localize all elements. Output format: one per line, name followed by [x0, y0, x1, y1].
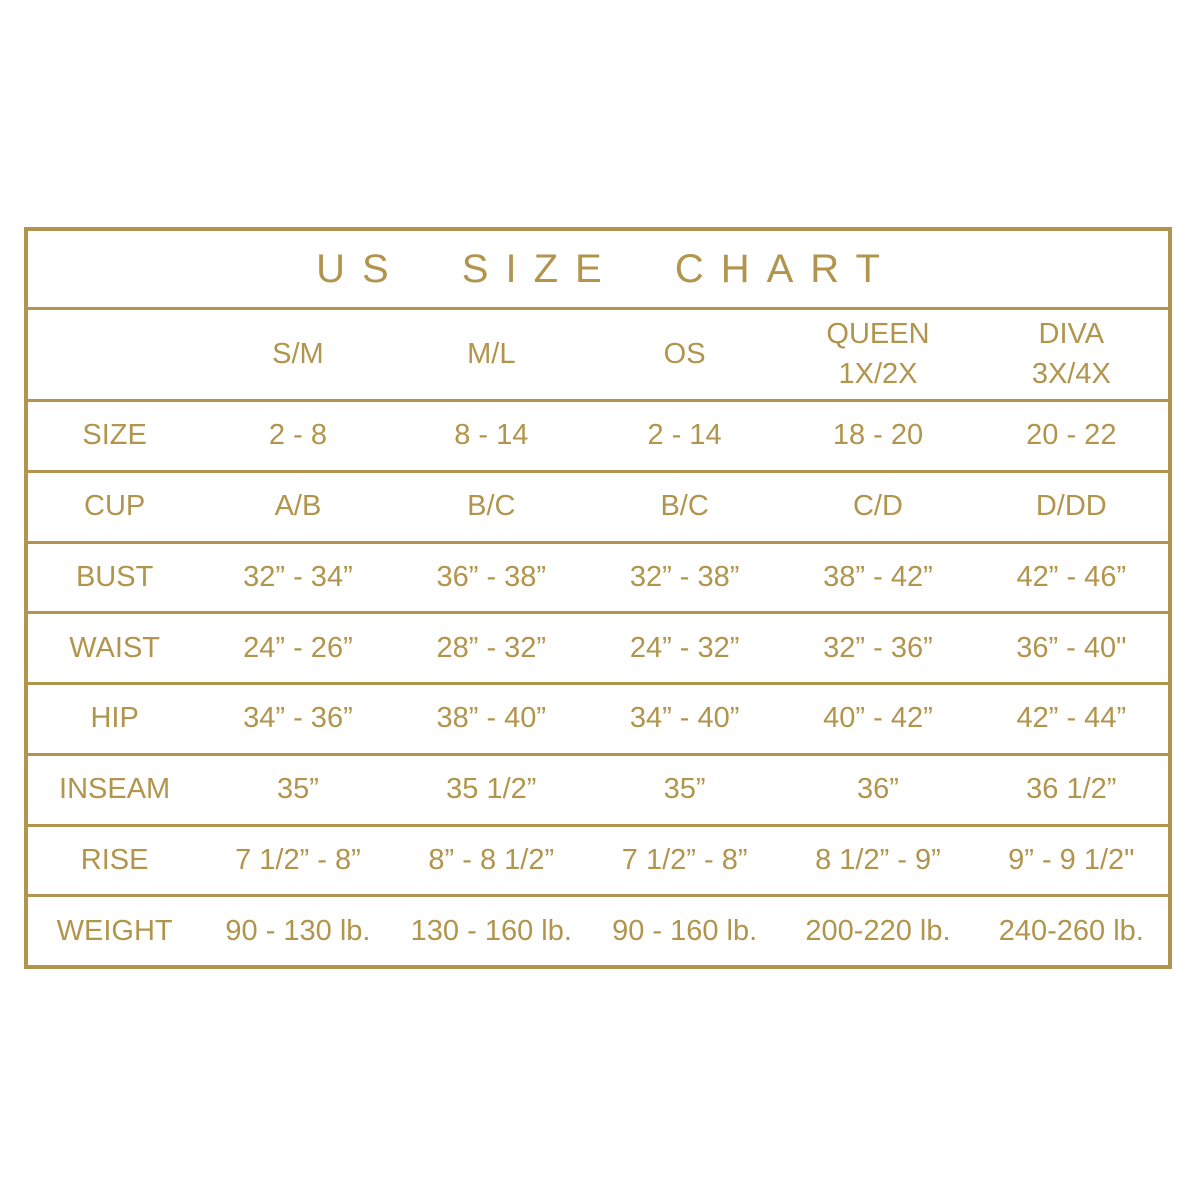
row-label: CUP — [84, 490, 146, 523]
table-cell: 28” - 32” — [436, 631, 547, 664]
table-cell: B/C — [660, 490, 709, 523]
table-cell: 34” - 36” — [243, 702, 353, 735]
table-cell: 24” - 26” — [243, 631, 353, 664]
table-cell: 38” - 42” — [823, 560, 933, 593]
row-label: INSEAM — [59, 773, 171, 806]
table-cell: A/B — [274, 490, 322, 523]
table-cell: 8” - 8 1/2” — [428, 843, 555, 876]
table-cell: 2 - 8 — [268, 419, 327, 452]
row-label: HIP — [90, 702, 139, 735]
column-header-diva — [975, 310, 1168, 399]
table-cell: 32” - 36” — [823, 631, 933, 664]
title-row — [28, 231, 1168, 307]
table-cell: 7 1/2” - 8” — [621, 843, 748, 876]
table-cell: 32” - 34” — [243, 560, 353, 593]
table-row-waist — [28, 611, 1168, 682]
table-cell: 36” - 40" — [1016, 631, 1127, 664]
table-cell: 200-220 lb. — [805, 914, 951, 947]
table-cell: 90 - 160 lb. — [612, 914, 758, 947]
table-row-hip — [28, 682, 1168, 753]
row-label: BUST — [75, 560, 154, 593]
row-label: SIZE — [82, 419, 147, 452]
table-cell: 36 1/2” — [1026, 773, 1117, 806]
table-cell: 90 - 130 lb. — [225, 914, 371, 947]
table-cell: 35 1/2” — [446, 773, 537, 806]
table-cell: 240-260 lb. — [998, 914, 1144, 947]
table-cell: 38” - 40” — [436, 702, 547, 735]
column-header-line2: 3X/4X — [1031, 357, 1111, 390]
table-cell: 20 - 22 — [1026, 419, 1117, 452]
row-label: WEIGHT — [56, 914, 173, 947]
table-cell: 35” — [276, 773, 319, 806]
table-row-weight — [28, 894, 1168, 965]
table-row-bust — [28, 541, 1168, 612]
table-row-size — [28, 399, 1168, 470]
table-cell: C/D — [852, 490, 903, 523]
table-cell: 8 - 14 — [454, 419, 529, 452]
column-header-ml — [395, 310, 588, 399]
column-header-queen — [781, 310, 974, 399]
table-cell: 36” - 38” — [436, 560, 547, 593]
column-header-line1: M/L — [467, 337, 516, 370]
table-cell: 35” — [663, 773, 706, 806]
column-header-os — [588, 310, 781, 399]
table-cell: 34” - 40” — [629, 702, 740, 735]
column-header-row — [28, 307, 1168, 399]
column-header-sm — [201, 310, 394, 399]
table-cell: 8 1/2” - 9” — [815, 843, 941, 876]
table-row-rise — [28, 824, 1168, 895]
column-header-line1: DIVA — [1038, 318, 1105, 351]
table-cell: 36” — [857, 773, 899, 806]
column-header-line1: OS — [663, 337, 706, 370]
table-cell: B/C — [467, 490, 516, 523]
table-cell: 24” - 32” — [629, 631, 740, 664]
row-label: RISE — [80, 843, 149, 876]
table-cell: 42” - 46” — [1016, 560, 1127, 593]
table-cell: 32” - 38” — [629, 560, 740, 593]
table-cell: 40” - 42” — [823, 702, 933, 735]
column-header-line2: 1X/2X — [838, 357, 918, 390]
table-cell: 7 1/2” - 8” — [235, 843, 361, 876]
table-cell: 42” - 44” — [1016, 702, 1127, 735]
corner-cell — [28, 310, 201, 399]
row-label: WAIST — [69, 631, 161, 664]
column-header-line1: QUEEN — [826, 318, 930, 351]
chart-title: US SIZE CHART — [316, 246, 897, 291]
column-header-line1: S/M — [272, 337, 324, 370]
table-cell: 18 - 20 — [832, 419, 924, 452]
table-row-cup — [28, 470, 1168, 541]
table-cell: D/DD — [1035, 490, 1107, 523]
table-cell: 2 - 14 — [647, 419, 722, 452]
us-size-chart-table — [24, 227, 1172, 969]
table-cell: 130 - 160 lb. — [410, 914, 572, 947]
table-row-inseam — [28, 753, 1168, 824]
table-cell: 9” - 9 1/2" — [1008, 843, 1135, 876]
